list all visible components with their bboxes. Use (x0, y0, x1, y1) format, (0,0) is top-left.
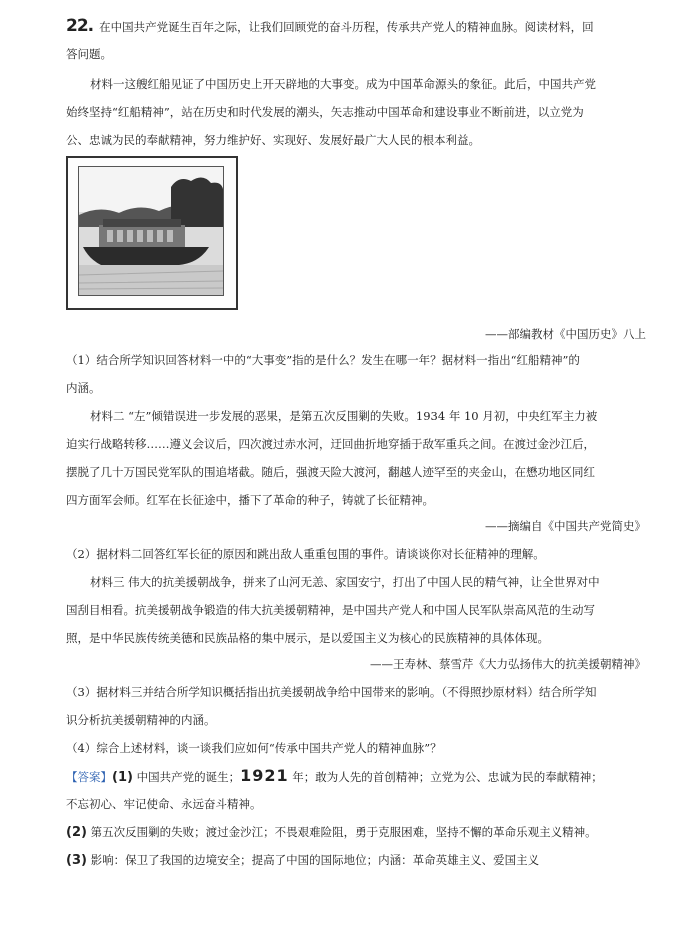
material2-line4: 四方面军会师。红军在长征途中，播下了革命的种子，铸就了长征精神。 (66, 493, 434, 507)
material3-line1: 材料三 伟大的抗美援朝战争，拼来了山河无恙、家国安宁，打出了中国人民的精气神，让全世界对中 (90, 575, 600, 589)
material2-line3: 摆脱了几十万国民党军队的围追堵截。随后，强渡天险大渡河，翻越人迹罕至的夹金山，在懋功地区同红 (66, 465, 595, 479)
answer-tag: 【答案】 (66, 770, 112, 784)
material1-line2: 始终坚持“红船精神”，站在历史和时代发展的潮头，矢志推动中国革命和建设事业不断前进，以立党为 (66, 105, 584, 119)
answer1-index: (1) (112, 770, 133, 785)
material3-source: ——王寿林、蔡雪芹《大力弘扬伟大的抗美援朝精神》 (370, 657, 646, 671)
q3-line2: 识分析抗美援朝精神的内涵。 (66, 713, 216, 727)
q4-line1: （4）综合上述材料，谈一谈我们应如何“传承中国共产党人的精神血脉”？ (66, 741, 442, 755)
question-number: 22. (66, 16, 94, 36)
material1-line1: 材料一这艘红船见证了中国历史上开天辟地的大事变。成为中国革命源头的象征。此后，中国共产党 (90, 77, 596, 91)
material2-line2: 迫实行战略转移……遵义会议后，四次渡过赤水河，迂回曲折地穿插于敌军重兵之间。在渡过金沙江后， (66, 437, 595, 451)
q1-line1: （1）结合所学知识回答材料一中的“大事变”指的是什么？发生在哪一年？据材料一指出“红船精神”的 (66, 353, 580, 367)
answer3-index: (3) (66, 853, 87, 868)
answer2-index: (2) (66, 825, 87, 840)
answer1-line2: 不忘初心、牢记使命、永远奋斗精神。 (66, 797, 262, 811)
q2-line1: （2）据材料二回答红军长征的原因和跳出敌人重重包围的事件。请谈谈你对长征精神的理解。 (66, 547, 545, 561)
q3-line1: （3）据材料三并结合所学知识概括指出抗美援朝战争给中国带来的影响。（不得照抄原材料）结合所学知 (66, 685, 597, 699)
q1-line2: 内涵。 (66, 381, 101, 395)
material1-source: ——部编教材《中国历史》八上 (485, 327, 646, 341)
red-boat-photo (78, 166, 224, 296)
material2-source: ——摘编自《中国共产党简史》 (485, 519, 646, 533)
material1-line3: 公、忠诚为民的奉献精神，努力维护好、实现好、发展好最广大人民的根本利益。 (66, 133, 480, 147)
answer-line1: 【答案】(1) 中国共产党的诞生；1921 年；敢为人先的首创精神；立党为公、忠诚为民的奉献精神； (66, 766, 603, 785)
answer1-year: 1921 (240, 766, 289, 785)
material3-line3: 照，是中华民族传统美德和民族品格的集中展示，是以爱国主义为核心的民族精神的具体体现。 (66, 631, 549, 645)
question-intro-line1: 22. 在中国共产党诞生百年之际，让我们回顾党的奋斗历程，传承共产党人的精神血脉。阅读材料，回 (66, 16, 594, 36)
question-intro-line2: 答问题。 (66, 47, 112, 61)
red-boat-image-icon (79, 167, 223, 295)
answer2-line: (2) 第五次反围剿的失败；渡过金沙江；不畏艰难险阻，勇于克服困难，坚持不懈的革命乐观主义精神。 (66, 825, 597, 840)
material3-line2: 国刮目相看。抗美援朝战争锻造的伟大抗美援朝精神，是中国共产党人和中国人民军队崇高风范的生动写 (66, 603, 595, 617)
material2-line1: 材料二 “左”倾错误进一步发展的恶果，是第五次反围剿的失败。1934 年 10 月初，中央红军主力被 (90, 409, 598, 423)
answer3-line: (3) 影响：保卫了我国的边境安全；提高了中国的国际地位；内涵：革命英雄主义、爱国主义 (66, 853, 540, 868)
